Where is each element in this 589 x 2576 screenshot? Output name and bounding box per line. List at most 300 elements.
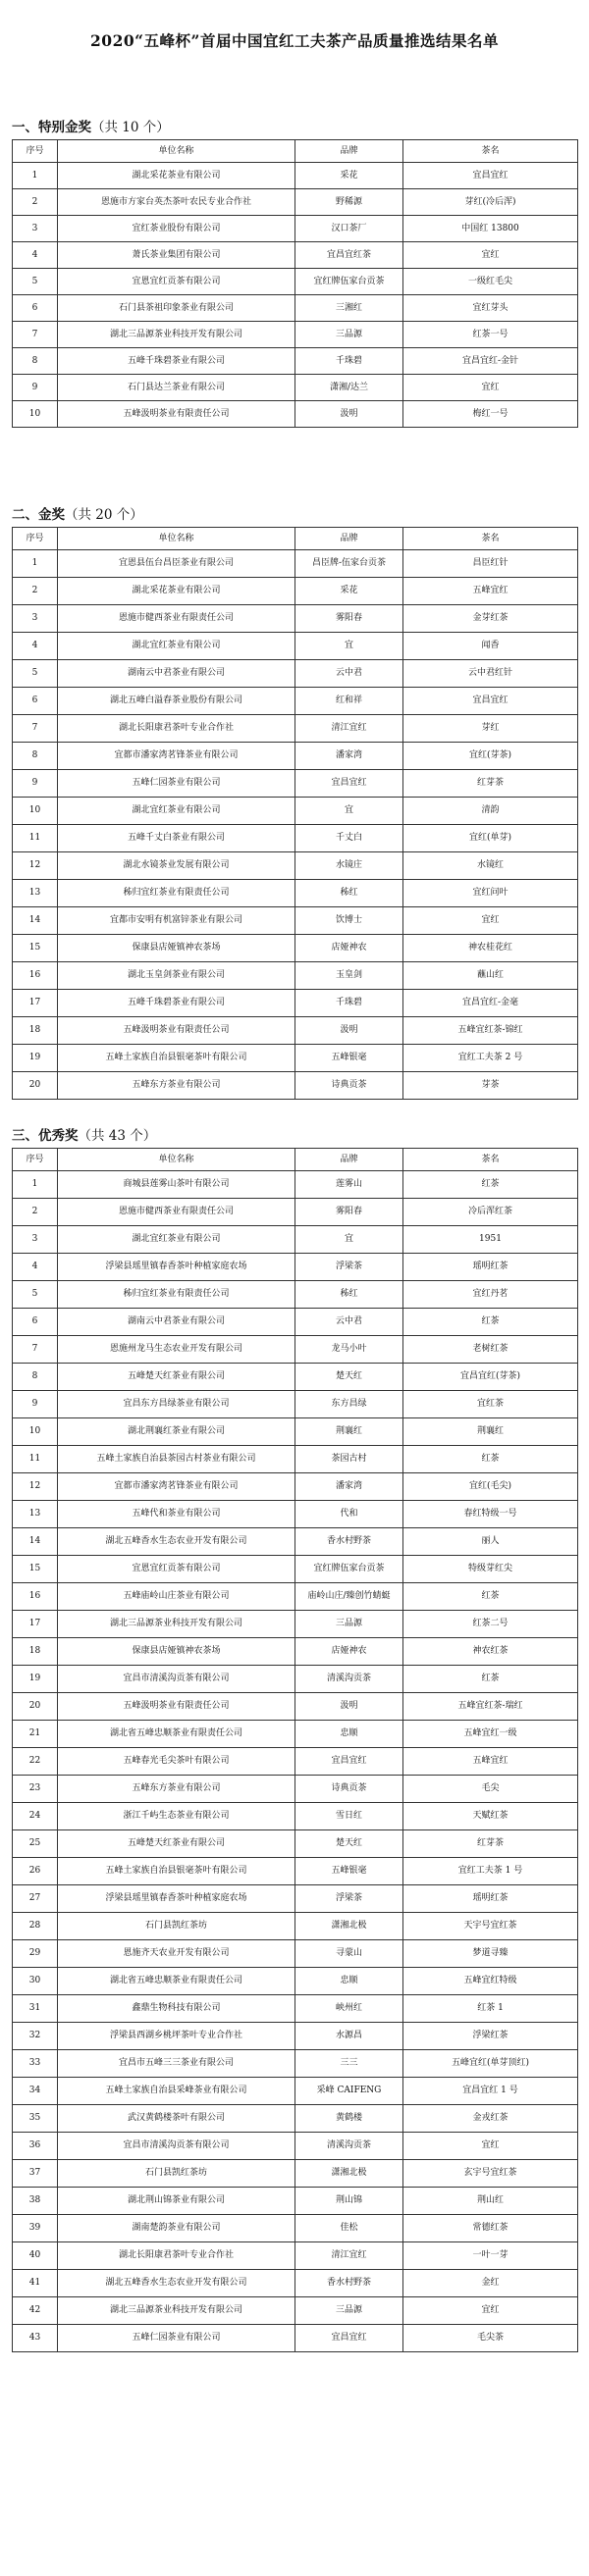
cell-brand: 采峰 CAIFENG [295,2078,403,2105]
cell-company: 湖北宜红茶业有限公司 [58,1226,295,1254]
table-row [13,935,578,962]
table-row [13,990,578,1017]
header-tea: 茶名 [403,140,578,163]
table-row [13,2325,578,2352]
cell-company: 五峰千珠碧茶业有限公司 [58,348,295,375]
cell-no: 17 [13,990,58,1017]
cell-no: 3 [13,216,58,242]
cell-brand: 采花 [295,163,403,189]
table-row [13,1666,578,1693]
section-heading-gold [12,503,143,523]
cell-company: 湖北三品源茶业科技开发有限公司 [58,2297,295,2325]
table-row [13,825,578,852]
header-tea: 茶名 [403,528,578,550]
table-row [13,1226,578,1254]
header-brand: 品牌 [295,1149,403,1171]
cell-no: 21 [13,1721,58,1748]
cell-tea: 宜昌宜红 [403,688,578,715]
cell-tea: 一叶一芽 [403,2242,578,2270]
cell-tea: 神农红茶 [403,1638,578,1666]
cell-no: 9 [13,770,58,798]
cell-tea: 金红 [403,2270,578,2297]
cell-no: 29 [13,1940,58,1968]
header-company: 单位名称 [58,1149,295,1171]
table-row [13,633,578,660]
cell-brand: 东方昌绿 [295,1391,403,1418]
table-row [13,880,578,907]
cell-brand: 店娅神农 [295,935,403,962]
cell-tea: 宜红(芽茶) [403,743,578,770]
table-row [13,1473,578,1501]
cell-brand: 昌臣牌-伍家台贡茶 [295,550,403,578]
table-row [13,605,578,633]
table-row [13,2105,578,2133]
cell-tea: 红茶 1 [403,1995,578,2023]
cell-brand: 雾阳春 [295,605,403,633]
cell-company: 保康县店娅镇神农茶场 [58,935,295,962]
cell-company: 武汉黄鹤楼茶叶有限公司 [58,2105,295,2133]
cell-tea: 天宇号宜红茶 [403,1913,578,1940]
cell-brand: 寻蒙山 [295,1940,403,1968]
table-row [13,1391,578,1418]
cell-company: 五峰土家族自治县银毫茶叶有限公司 [58,1858,295,1885]
cell-tea: 蘸山红 [403,962,578,990]
cell-tea: 五峰宜红 [403,578,578,605]
cell-tea: 红茶二号 [403,1611,578,1638]
cell-tea: 神农桂花红 [403,935,578,962]
cell-tea: 红茶 [403,1666,578,1693]
cell-company: 恩施市方家台英杰茶叶农民专业合作社 [58,189,295,216]
cell-company: 五峰土家族自治县茶园古村茶业有限公司 [58,1446,295,1473]
cell-brand: 云中君 [295,660,403,688]
cell-brand: 雾阳春 [295,1199,403,1226]
table-row [13,189,578,216]
cell-company: 湖北三品源茶业科技开发有限公司 [58,322,295,348]
table-row [13,1171,578,1199]
cell-tea: 五峰宜红一级 [403,1721,578,1748]
cell-company: 浙江千屿生态茶业有限公司 [58,1803,295,1830]
cell-no: 9 [13,375,58,401]
cell-company: 宜恩宜红贡茶有限公司 [58,1556,295,1583]
table-row [13,962,578,990]
section-heading-special-gold [12,116,170,135]
cell-brand: 汉口茶厂 [295,216,403,242]
cell-no: 5 [13,660,58,688]
cell-company: 秭归宜红茶业有限责任公司 [58,1281,295,1309]
cell-brand: 千珠碧 [295,990,403,1017]
cell-company: 宜都市潘家湾茗锋茶业有限公司 [58,743,295,770]
cell-tea: 梦道寻臻 [403,1940,578,1968]
cell-brand: 荆山锦 [295,2188,403,2215]
cell-brand: 清江宜红 [295,2242,403,2270]
cell-tea: 清韵 [403,798,578,825]
cell-tea: 天赋红茶 [403,1803,578,1830]
table-row [13,1528,578,1556]
table-row [13,2215,578,2242]
cell-tea: 五峰宜红特级 [403,1968,578,1995]
cell-brand: 代和 [295,1501,403,1528]
cell-no: 16 [13,1583,58,1611]
cell-no: 43 [13,2325,58,2352]
cell-tea: 金芽红茶 [403,605,578,633]
table-header-row [13,140,578,163]
table-row [13,269,578,295]
cell-company: 石门县凯红茶坊 [58,1913,295,1940]
cell-no: 15 [13,935,58,962]
table-row [13,1940,578,1968]
cell-brand: 佳松 [295,2215,403,2242]
table-row [13,798,578,825]
cell-no: 40 [13,2242,58,2270]
cell-company: 石门县凯红茶坊 [58,2160,295,2188]
cell-no: 19 [13,1666,58,1693]
table-row [13,2050,578,2078]
cell-company: 五峰汲明茶业有限责任公司 [58,1017,295,1045]
cell-company: 五峰楚天红茶业有限公司 [58,1830,295,1858]
cell-company: 湖北长阳康君茶叶专业合作社 [58,2242,295,2270]
table-row [13,1418,578,1446]
cell-company: 湖北宜红茶业有限公司 [58,633,295,660]
cell-tea: 五峰宜红(单芽顶红) [403,2050,578,2078]
excellent-table [12,1148,578,2352]
header-no: 序号 [13,140,58,163]
table-row [13,1693,578,1721]
cell-no: 20 [13,1072,58,1100]
cell-brand: 水镜庄 [295,852,403,880]
table-row [13,770,578,798]
cell-company: 五峰仁园茶业有限公司 [58,770,295,798]
cell-brand: 黄鹤楼 [295,2105,403,2133]
header-brand: 品牌 [295,528,403,550]
table-row [13,660,578,688]
table-row [13,1885,578,1913]
cell-no: 23 [13,1776,58,1803]
table-row [13,715,578,743]
section-heading-label: 二、金奖 [12,507,65,523]
cell-company: 恩施齐天农业开发有限公司 [58,1940,295,1968]
cell-tea: 闻香 [403,633,578,660]
cell-no: 9 [13,1391,58,1418]
cell-company: 湖北水镜茶业发展有限公司 [58,852,295,880]
table-row [13,1611,578,1638]
header-company: 单位名称 [58,140,295,163]
cell-company: 恩施市健西茶业有限责任公司 [58,605,295,633]
table-row [13,2133,578,2160]
cell-no: 6 [13,295,58,322]
table-row [13,852,578,880]
cell-brand: 红和祥 [295,688,403,715]
table-row [13,1858,578,1885]
cell-tea: 芽茶 [403,1072,578,1100]
table-row [13,1309,578,1336]
table-row [13,2078,578,2105]
cell-no: 7 [13,322,58,348]
cell-company: 恩施州龙马生态农业开发有限公司 [58,1336,295,1364]
cell-no: 8 [13,1364,58,1391]
cell-no: 30 [13,1968,58,1995]
cell-tea: 五峰宜红 [403,1748,578,1776]
cell-no: 13 [13,880,58,907]
cell-brand: 秭红 [295,880,403,907]
table-row [13,1072,578,1100]
cell-brand: 宜 [295,798,403,825]
cell-company: 湖北荆山锦茶业有限公司 [58,2188,295,2215]
cell-no: 28 [13,1913,58,1940]
cell-brand: 千丈白 [295,825,403,852]
table-row [13,2242,578,2270]
cell-tea: 宜红 [403,2133,578,2160]
cell-no: 2 [13,578,58,605]
cell-brand: 峡州红 [295,1995,403,2023]
cell-tea: 宜红 [403,2297,578,2325]
cell-tea: 宜红(毛尖) [403,1473,578,1501]
cell-company: 五峰千丈白茶业有限公司 [58,825,295,852]
cell-brand: 宜 [295,1226,403,1254]
cell-brand: 香水村野茶 [295,1528,403,1556]
table-row [13,1017,578,1045]
cell-brand: 楚天红 [295,1830,403,1858]
cell-no: 32 [13,2023,58,2050]
cell-brand: 荆襄红 [295,1418,403,1446]
table-row [13,1364,578,1391]
cell-company: 湖北五峰白溢春茶业股份有限公司 [58,688,295,715]
cell-company: 五峰东方茶业有限公司 [58,1776,295,1803]
cell-company: 湖北省五峰忠顺茶业有限责任公司 [58,1721,295,1748]
cell-no: 4 [13,633,58,660]
cell-no: 10 [13,798,58,825]
cell-no: 18 [13,1638,58,1666]
table-header-row [13,1149,578,1171]
cell-company: 恩施市健西茶业有限责任公司 [58,1199,295,1226]
cell-tea: 宜红丹茗 [403,1281,578,1309]
cell-company: 宜恩县伍台昌臣茶业有限公司 [58,550,295,578]
cell-company: 五峰土家族自治县采峰茶业有限公司 [58,2078,295,2105]
cell-brand: 云中君 [295,1309,403,1336]
table-row [13,688,578,715]
cell-no: 42 [13,2297,58,2325]
table-row [13,2270,578,2297]
cell-brand: 潇湘北极 [295,2160,403,2188]
table-row [13,2297,578,2325]
cell-tea: 宜昌宜红 [403,163,578,189]
cell-brand: 三品源 [295,322,403,348]
cell-tea: 芽红 [403,715,578,743]
cell-no: 5 [13,269,58,295]
cell-brand: 莲雾山 [295,1171,403,1199]
cell-company: 湖南云中君茶业有限公司 [58,1309,295,1336]
cell-no: 3 [13,605,58,633]
cell-tea: 水镜红 [403,852,578,880]
table-row [13,578,578,605]
cell-no: 22 [13,1748,58,1776]
table-row [13,2160,578,2188]
cell-no: 4 [13,1254,58,1281]
cell-tea: 宜红工夫茶 1 号 [403,1858,578,1885]
cell-tea: 五峰宜红茶-瑞红 [403,1693,578,1721]
cell-brand: 店娅神农 [295,1638,403,1666]
cell-no: 12 [13,1473,58,1501]
cell-company: 宜恩宜红贡茶有限公司 [58,269,295,295]
cell-tea: 浮梁红茶 [403,2023,578,2050]
cell-brand: 潇湘北极 [295,1913,403,1940]
cell-no: 17 [13,1611,58,1638]
cell-no: 11 [13,1446,58,1473]
cell-brand: 龙马小叶 [295,1336,403,1364]
cell-brand: 饮博士 [295,907,403,935]
cell-company: 商城县莲雾山茶叶有限公司 [58,1171,295,1199]
cell-tea: 春红特级一号 [403,1501,578,1528]
cell-brand: 宜红牌伍家台贡茶 [295,269,403,295]
cell-tea: 昌臣红针 [403,550,578,578]
special-gold-table [12,139,578,428]
table-row [13,1776,578,1803]
cell-no: 34 [13,2078,58,2105]
cell-brand: 玉皇剑 [295,962,403,990]
cell-tea: 宜红茶 [403,1391,578,1418]
header-no: 序号 [13,1149,58,1171]
table-row [13,216,578,242]
cell-brand: 潘家湾 [295,1473,403,1501]
cell-tea: 宜红工夫茶 2 号 [403,1045,578,1072]
cell-brand: 清溪沟贡茶 [295,2133,403,2160]
cell-no: 2 [13,189,58,216]
cell-no: 4 [13,242,58,269]
table-row [13,1968,578,1995]
cell-no: 26 [13,1858,58,1885]
cell-company: 湖北五峰香水生态农业开发有限公司 [58,2270,295,2297]
cell-brand: 水源昌 [295,2023,403,2050]
header-company: 单位名称 [58,528,295,550]
cell-tea: 特级芽红尖 [403,1556,578,1583]
cell-company: 五峰土家族自治县银毫茶叶有限公司 [58,1045,295,1072]
cell-no: 13 [13,1501,58,1528]
cell-tea: 常德红茶 [403,2215,578,2242]
cell-brand: 宜昌宜红茶 [295,242,403,269]
cell-brand: 潇湘/达兰 [295,375,403,401]
cell-company: 宜昌市清溪沟贡茶有限公司 [58,1666,295,1693]
table-row [13,242,578,269]
table-row [13,1638,578,1666]
cell-company: 湖北长阳康君茶叶专业合作社 [58,715,295,743]
cell-company: 五峰春光毛尖茶叶有限公司 [58,1748,295,1776]
header-no: 序号 [13,528,58,550]
cell-tea: 玄宇号宜红茶 [403,2160,578,2188]
cell-company: 秭归宜红茶业有限责任公司 [58,880,295,907]
cell-no: 8 [13,743,58,770]
cell-brand: 秭红 [295,1281,403,1309]
cell-no: 25 [13,1830,58,1858]
cell-company: 鑫鼎生物科技有限公司 [58,1995,295,2023]
cell-tea: 宜红问叶 [403,880,578,907]
table-row [13,2023,578,2050]
table-row [13,1583,578,1611]
cell-brand: 五峰银毫 [295,1045,403,1072]
cell-tea: 红茶 [403,1309,578,1336]
cell-company: 湖南云中君茶业有限公司 [58,660,295,688]
cell-brand: 汲明 [295,1017,403,1045]
table-row [13,1501,578,1528]
cell-tea: 宜昌宜红-金针 [403,348,578,375]
cell-tea: 1951 [403,1226,578,1254]
cell-company: 湖北宜红茶业有限公司 [58,798,295,825]
cell-tea: 宜红(单芽) [403,825,578,852]
cell-brand: 汲明 [295,1693,403,1721]
cell-no: 2 [13,1199,58,1226]
cell-brand: 三品源 [295,1611,403,1638]
cell-brand: 宜红牌伍家台贡茶 [295,1556,403,1583]
cell-tea: 丽人 [403,1528,578,1556]
cell-brand: 诗典贡茶 [295,1072,403,1100]
cell-brand: 清江宜红 [295,715,403,743]
table-row [13,1281,578,1309]
cell-company: 五峰东方茶业有限公司 [58,1072,295,1100]
cell-no: 6 [13,1309,58,1336]
cell-tea: 芽红(冷后浑) [403,189,578,216]
cell-no: 6 [13,688,58,715]
section-count: （共 20 个） [65,507,143,523]
cell-tea: 宜红芽头 [403,295,578,322]
table-row [13,1336,578,1364]
cell-tea: 老树红茶 [403,1336,578,1364]
cell-brand: 宜 [295,633,403,660]
table-row [13,375,578,401]
cell-no: 27 [13,1885,58,1913]
cell-company: 石门县达兰茶业有限公司 [58,375,295,401]
cell-tea: 金戎红茶 [403,2105,578,2133]
cell-tea: 红茶 [403,1171,578,1199]
cell-company: 湖北五峰香水生态农业开发有限公司 [58,1528,295,1556]
table-row [13,163,578,189]
cell-no: 10 [13,401,58,428]
cell-tea: 宜昌宜红 1 号 [403,2078,578,2105]
cell-company: 五峰楚天红茶业有限公司 [58,1364,295,1391]
section-heading-label: 三、优秀奖 [12,1128,79,1144]
cell-brand: 汲明 [295,401,403,428]
table-row [13,1913,578,1940]
cell-no: 14 [13,1528,58,1556]
cell-company: 五峰代和茶业有限公司 [58,1501,295,1528]
cell-no: 1 [13,163,58,189]
cell-tea: 荆山红 [403,2188,578,2215]
cell-tea: 宜昌宜红(芽茶) [403,1364,578,1391]
cell-tea: 云中君红针 [403,660,578,688]
cell-brand: 潘家湾 [295,743,403,770]
cell-brand: 雪日红 [295,1803,403,1830]
cell-brand: 忠顺 [295,1721,403,1748]
cell-tea: 红芽茶 [403,770,578,798]
cell-tea: 一级红毛尖 [403,269,578,295]
cell-tea: 毛尖 [403,1776,578,1803]
cell-brand: 三三 [295,2050,403,2078]
cell-company: 萧氏茶业集团有限公司 [58,242,295,269]
table-row [13,1803,578,1830]
cell-tea: 红芽茶 [403,1830,578,1858]
cell-tea: 宜红 [403,375,578,401]
table-header-row [13,528,578,550]
cell-company: 五峰千珠碧茶业有限公司 [58,990,295,1017]
cell-brand: 楚天红 [295,1364,403,1391]
cell-company: 宜昌东方昌绿茶业有限公司 [58,1391,295,1418]
cell-tea: 五峰宜红茶-锦红 [403,1017,578,1045]
cell-brand: 宜昌宜红 [295,770,403,798]
table-row [13,1830,578,1858]
cell-tea: 瑶明红茶 [403,1254,578,1281]
cell-company: 宜都市潘家湾茗锋茶业有限公司 [58,1473,295,1501]
cell-no: 7 [13,1336,58,1364]
cell-brand: 忠顺 [295,1968,403,1995]
cell-tea: 中国红 13800 [403,216,578,242]
cell-brand: 采花 [295,578,403,605]
